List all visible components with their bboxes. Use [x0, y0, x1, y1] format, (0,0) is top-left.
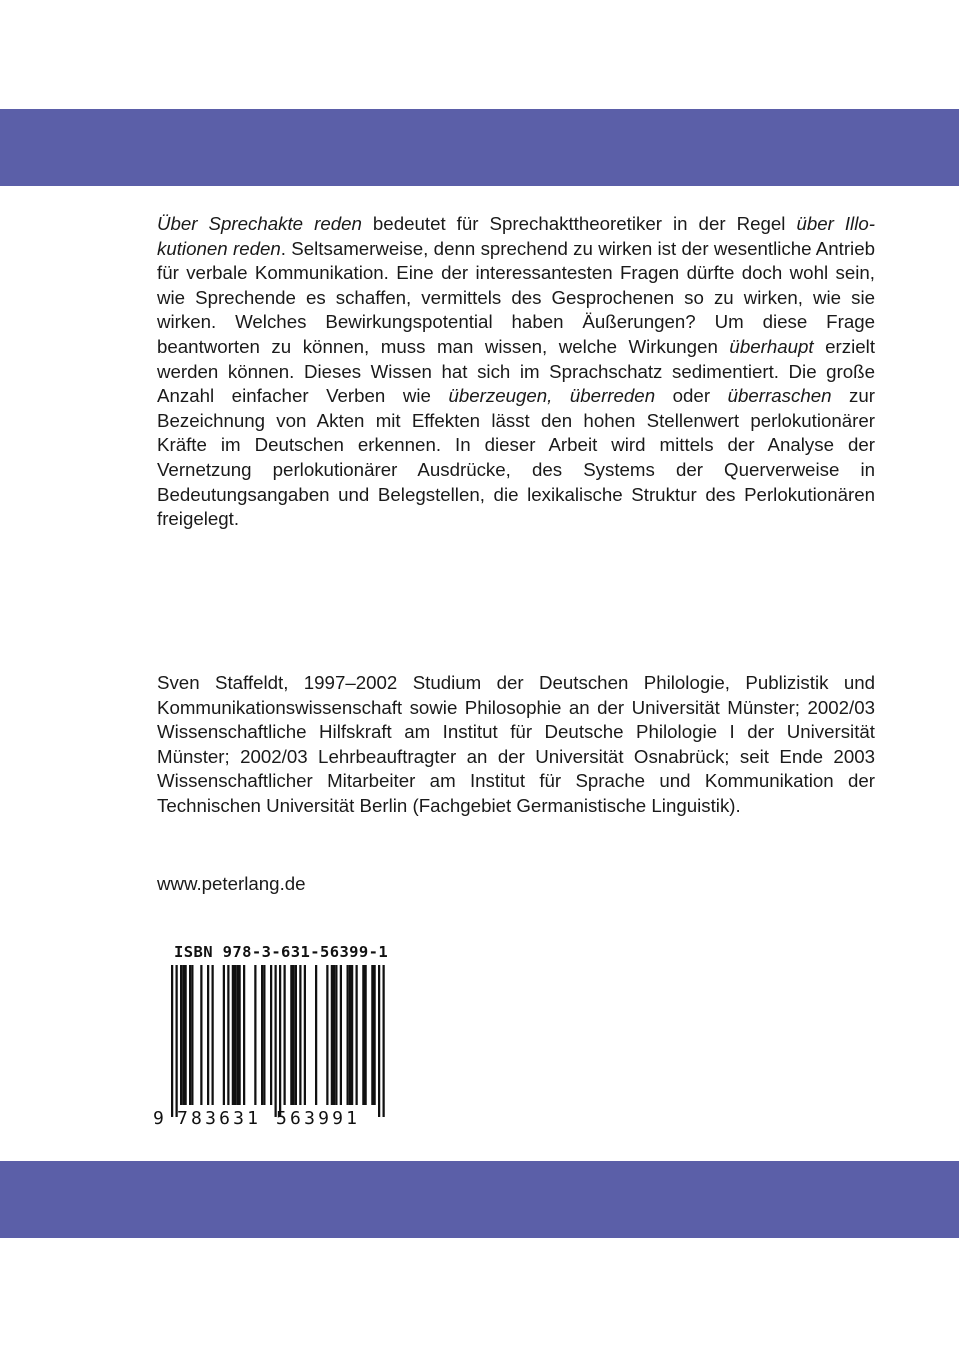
blurb-text: erzielt werden können. Dieses Wissen hat sich im Sprachschatz sedimentiert. Die große Anzahl einfacher Verben wie: [157, 335, 876, 407]
barcode-bar: [299, 965, 301, 1105]
author-bio-text: Sven Staffeldt, 1997–2002 Studium der Deutschen Philologie, Publizistik und Kommunikationswissenschaft sowie Philosophie an der Universität Münster; 2002/03 Wissenschaftliche Hilfskraft am Institut für Deutsche Philologie I der Universität Münster; 2002/03 Lehrbeauftragter an der Universität Osnabrück; seit Ende 2003 Wissenschaftlicher Mitarbeiter am Institut für Sprache und Kommunikation der Technischen Universität Berlin (Fachgebiet Germanistische Linguistik).: [157, 672, 875, 816]
barcode-bar: [295, 965, 297, 1105]
barcode-bar: [270, 965, 272, 1105]
blurb-text: zur Bezeichnung von Akten mit Effekten lässt den hohen Stellenwert perlokutionärer Kräfte im Deutschen erkennen. In dieser Arbeit wird mittels der Analyse der Vernetzung perlokutionärer Ausdrücke, des Systems der Querverweise in Bedeutungsangaben und Belegstellen, die lexikalische Struktur des Perlokutionären freigelegt.: [157, 385, 876, 530]
barcode-bar: [254, 965, 256, 1105]
barcode-bar: [236, 965, 238, 1105]
barcode-guard-bar: [279, 965, 281, 1117]
barcode-bar: [212, 965, 214, 1105]
barcode-bar: [284, 965, 286, 1105]
barcode-bar: [362, 965, 364, 1105]
barcode-bar: [349, 965, 351, 1105]
barcode-bar: [191, 965, 193, 1105]
blurb-paragraph: [157, 212, 875, 532]
barcode-bar: [340, 965, 342, 1105]
barcode-guard-bar: [378, 965, 380, 1117]
barcode-bar: [356, 965, 358, 1105]
publisher-url: www.peterlang.de: [157, 873, 306, 894]
isbn-label: ISBN 978-3-631-56399-1: [174, 943, 389, 961]
barcode-bar: [290, 965, 292, 1105]
barcode-bar: [182, 965, 184, 1105]
barcode-bar: [374, 965, 376, 1105]
barcode-bar: [243, 965, 245, 1105]
blurb-emphasis: überraschen: [727, 385, 832, 407]
barcode-bar: [180, 965, 182, 1105]
barcode-bar: [304, 965, 306, 1105]
barcode-bar: [331, 965, 333, 1105]
barcode-bar: [315, 965, 317, 1105]
isbn-barcode: [150, 940, 390, 1140]
barcode-bar: [185, 965, 187, 1105]
barcode-bar: [207, 965, 209, 1105]
blurb-text: bedeutet für Sprechakttheoretiker in der Regel: [361, 213, 797, 234]
barcode-bar: [351, 965, 353, 1105]
barcode-bar: [261, 965, 263, 1105]
barcode-guard-bar: [383, 965, 385, 1117]
blurb-emphasis: überhaupt: [729, 335, 814, 357]
barcode-guard-bar: [171, 965, 173, 1117]
barcode-bar: [234, 965, 236, 1105]
barcode-bar: [227, 965, 229, 1105]
barcode-bar: [333, 965, 335, 1105]
barcode-bar: [365, 965, 367, 1105]
top-color-band: [0, 109, 959, 186]
ean-right-group: 563991: [276, 1108, 361, 1129]
barcode-bar: [189, 965, 191, 1105]
blurb-title-phrase: Über Sprechakte reden: [157, 213, 362, 234]
blurb-text: . Seltsamerweise, denn sprechend zu wirken ist der wesentliche Antrieb für verbale Kommunikation. Eine der interessantesten Fragen dürfte doch wohl sein, wie Sprechende es schaffen, vermittels des Gesprochenen so zu wirken, wie sie wirken. Welches Bewirkungspotential haben Äußerungen? Um diese Frage beantworten zu können, muss man wissen, welche Wirkungen: [157, 237, 875, 357]
barcode-bar: [371, 965, 373, 1105]
book-blurb: [157, 212, 875, 532]
blurb-emphasis: über Illokutionen reden: [157, 213, 875, 259]
barcode-bar: [335, 965, 337, 1105]
ean-left-group: 783631: [177, 1108, 262, 1129]
ean-first-digit: 9: [153, 1108, 168, 1129]
barcode-bar: [293, 965, 295, 1105]
bottom-color-band: [0, 1161, 959, 1238]
barcode-bar: [263, 965, 265, 1105]
barcode-bar: [200, 965, 202, 1105]
blurb-emphasis: überzeugen, überreden: [448, 385, 656, 407]
barcode-bar: [232, 965, 234, 1105]
barcode-bar: [223, 965, 225, 1105]
barcode-bar: [239, 965, 241, 1105]
author-bio: [157, 671, 875, 819]
blurb-text: oder: [655, 385, 728, 407]
barcode-bar: [326, 965, 328, 1105]
barcode-guard-bar: [275, 965, 277, 1117]
barcode-bar: [347, 965, 349, 1105]
barcode-guard-bar: [176, 965, 178, 1117]
